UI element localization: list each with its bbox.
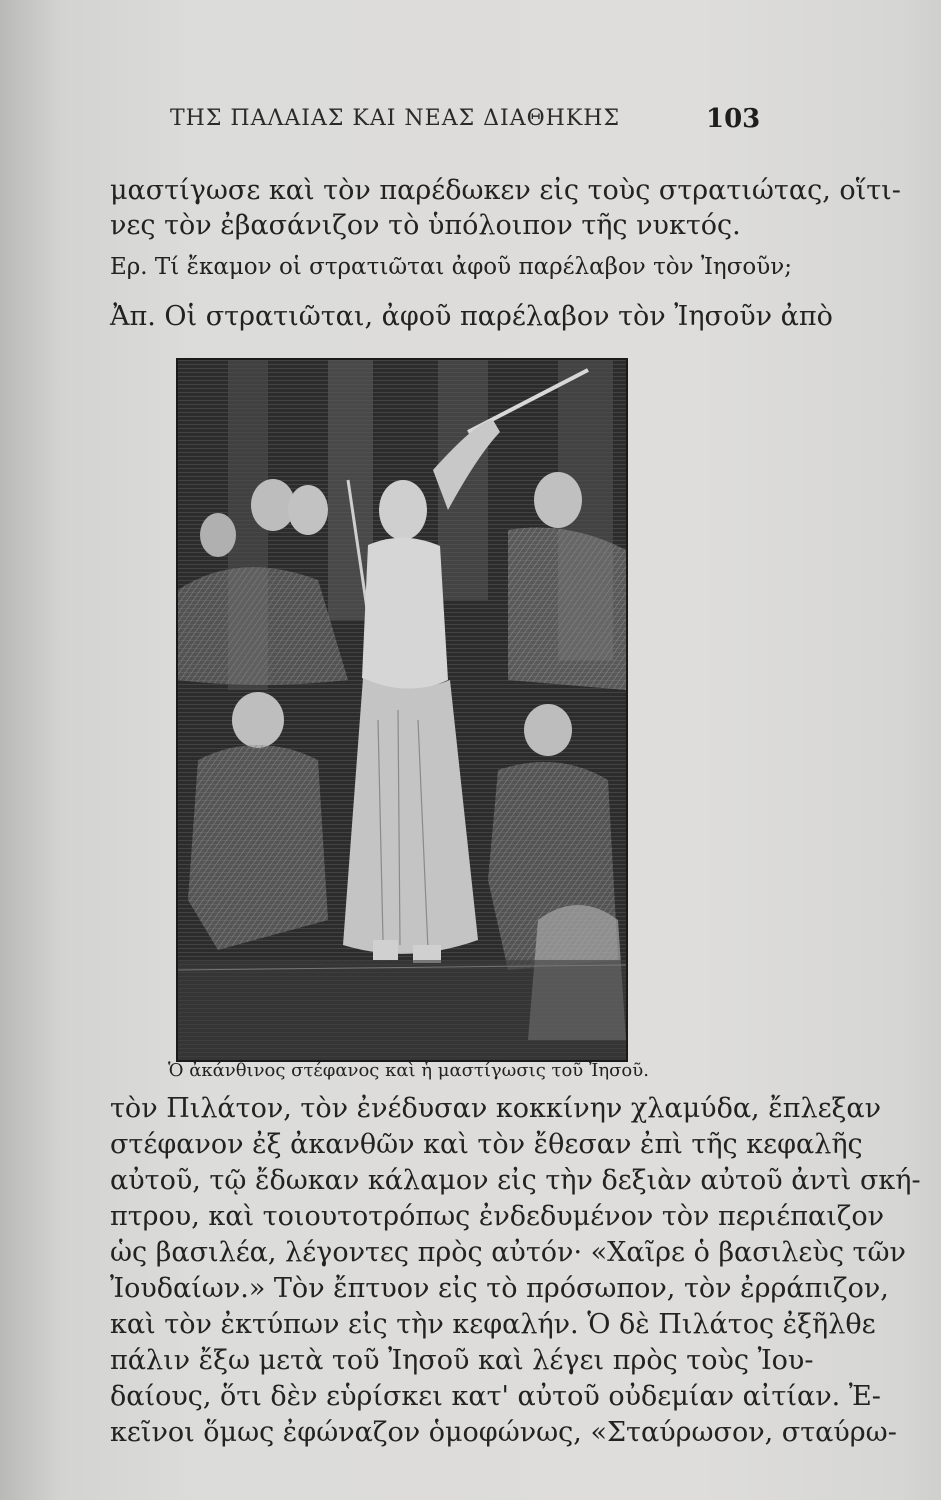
page-number: 103: [706, 104, 761, 134]
text-line: στέφανον ἐξ ἀκανθῶν καὶ τὸν ἔθεσαν ἐπὶ τῆς κεφαλῆς: [110, 1129, 863, 1160]
engraving-illustration: [178, 360, 626, 1060]
question-line: Ερ. Τί ἔκαμον οἱ στρατιῶται ἀφοῦ παρέλαβον τὸν Ἰησοῦν;: [110, 254, 792, 280]
text-line: τὸν Πιλάτον, τὸν ἐνέδυσαν κοκκίνην χλαμύδα, ἔπλεξαν: [110, 1093, 882, 1124]
running-head: ΤΗΣ ΠΑΛΑΙΑΣ ΚΑΙ ΝΕΑΣ ΔΙΑΘΗΚΗΣ: [170, 106, 620, 131]
text-line: καὶ τὸν ἐκτύπων εἰς τὴν κεφαλήν. Ὁ δὲ Πιλάτος ἐξῆλθε: [110, 1309, 876, 1340]
engraving-drawing: [178, 360, 626, 1060]
text-line: Ἰουδαίων.» Τὸν ἔπτυον εἰς τὸ πρόσωπον, τὸν ἐρράπιζον,: [110, 1273, 889, 1304]
text-line: κεῖνοι ὅμως ἐφώναζον ὁμοφώνως, «Σταύρωσον, σταύρω-: [110, 1417, 897, 1448]
answer-line: Ἀπ. Οἱ στρατιῶται, ἀφοῦ παρέλαβον τὸν Ἰησοῦν ἀπὸ: [110, 301, 833, 332]
text-line: πάλιν ἔξω μετὰ τοῦ Ἰησοῦ καὶ λέγει πρὸς τοὺς Ἰου-: [110, 1345, 814, 1376]
text-line: νες τὸν ἐβασάνιζον τὸ ὑπόλοιπον τῆς νυκτός.: [110, 210, 741, 241]
text-line: ὡς βασιλέα, λέγοντες πρὸς αὐτόν· «Χαῖρε ὁ βασιλεὺς τῶν: [110, 1237, 906, 1268]
text-line: αὐτοῦ, τῷ ἔδωκαν κάλαμον εἰς τὴν δεξιὰν αὐτοῦ ἀντὶ σκή-: [110, 1165, 921, 1196]
text-line: δαίους, ὅτι δὲν εὑρίσκει κατ' αὐτοῦ οὐδεμίαν αἰτίαν. Ἐ-: [110, 1381, 881, 1412]
text-line: πτρου, καὶ τοιουτοτρόπως ἐνδεδυμένον τὸν περιέπαιζον: [110, 1201, 885, 1232]
text-line: μαστίγωσε καὶ τὸν παρέδωκεν εἰς τοὺς στρατιώτας, οἵτι-: [110, 175, 901, 206]
figure-caption: Ὁ ἀκάνθινος στέφανος καὶ ἡ μαστίγωσις τοῦ Ἰησοῦ.: [168, 1060, 649, 1081]
